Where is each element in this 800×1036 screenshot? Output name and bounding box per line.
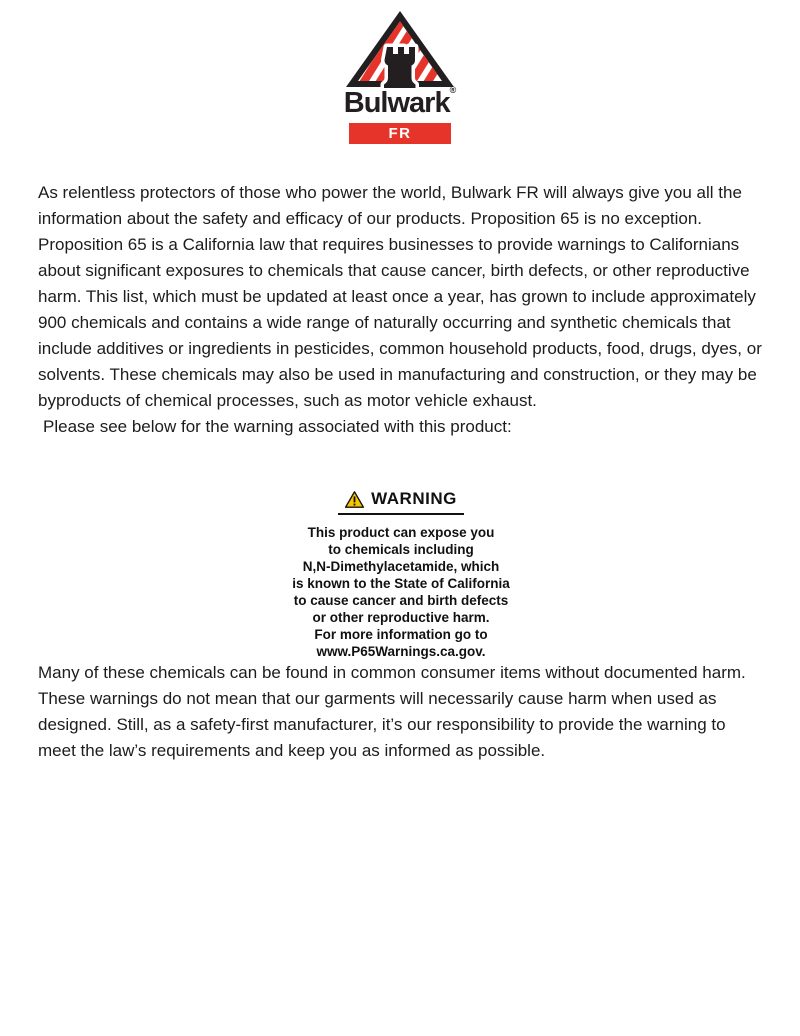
warning-line: is known to the State of California [292, 576, 510, 591]
fr-badge: FR [349, 123, 451, 144]
bulwark-wordmark [343, 85, 457, 119]
see-below-paragraph: Please see below for the warning associated with this product: [43, 417, 512, 436]
registered-trademark-symbol: ® [449, 85, 457, 95]
closing-paragraph: Many of these chemicals can be found in common consumer items without documented harm. These warnings do not mean that our garments will necessarily cause harm when used as designed. Still, as a safety-first manufacturer, it’s our responsibility to provide the warning to meet the law’s requirements and keep you as informed as possible. [38, 663, 746, 760]
warning-line: For more information go to [314, 627, 488, 642]
body-copy [38, 180, 764, 764]
warning-line: or other reproductive harm. [312, 610, 490, 625]
warning-line: to chemicals including [328, 542, 474, 557]
warning-triangle-icon [345, 491, 364, 508]
warning-line-url: www.P65Warnings.ca.gov. [316, 644, 486, 659]
bulwark-brand-text: Bulwark [343, 87, 450, 119]
bulwark-triangle-castle-icon [345, 10, 455, 88]
intro-paragraph: As relentless protectors of those who power the world, Bulwark FR will always give you all the information about the safety and efficacy of our products. Proposition 65 is no exception. [38, 183, 742, 228]
warning-line: N,N-Dimethylacetamide, which [302, 559, 500, 574]
prop65-explainer-paragraph: Proposition 65 is a California law that requires businesses to provide warnings to Californians about significant exposures to chemicals that cause cancer, birth defects, or other reproductive harm. This list, which must be updated at least once a year, has grown to include approximately 900 chemicals and contains a wide range of naturally occurring and synthetic chemicals that include additives or ingredients in pesticides, common household products, food, drugs, dyes, or solvents. These chemicals may also be used in manufacturing and construction, or they may be byproducts of chemical processes, such as motor vehicle exhaust. [38, 235, 762, 410]
prop65-warning-label [38, 487, 764, 660]
warning-title: WARNING [371, 489, 457, 508]
bulwark-fr-logo [0, 10, 800, 144]
warning-line: to cause cancer and birth defects [293, 593, 509, 608]
warning-line: This product can expose you [307, 525, 495, 540]
warning-header [345, 487, 457, 511]
warning-underline [338, 513, 464, 515]
warning-text [292, 524, 510, 660]
